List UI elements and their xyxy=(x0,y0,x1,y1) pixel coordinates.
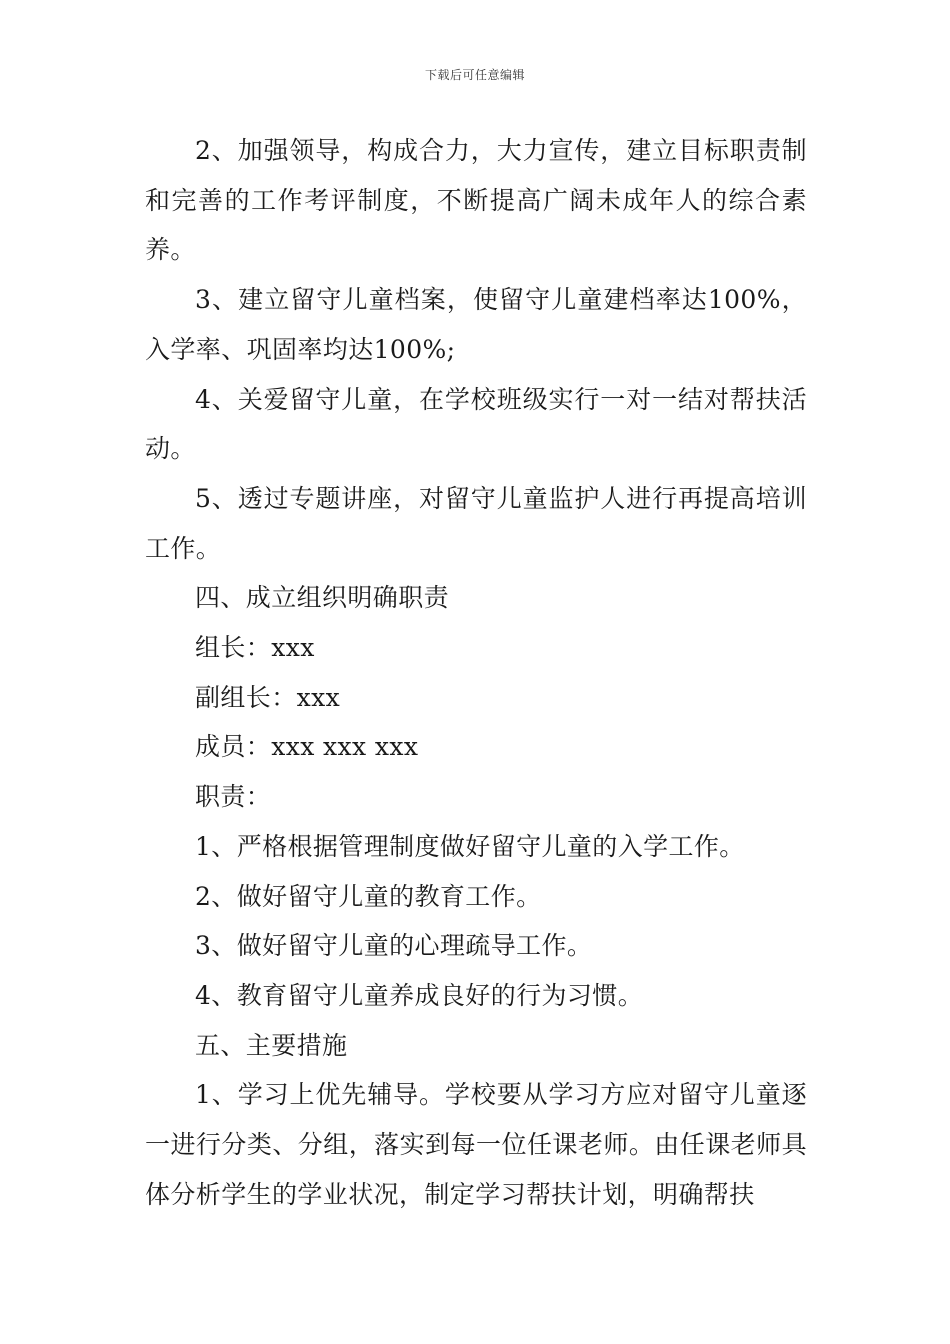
page-header-note: 下载后可任意编辑 xyxy=(424,68,525,82)
paragraph: 职责： xyxy=(195,782,272,812)
document-body xyxy=(145,126,807,1219)
paragraph: 4、教育留守儿童养成良好的行为习惯。 xyxy=(195,980,644,1010)
paragraph: 1、严格根据管理制度做好留守儿童的入学工作。 xyxy=(195,831,745,861)
paragraph: 5、透过专题讲座，对留守儿童监护人进行再提高培训工作。 xyxy=(145,483,807,563)
section-heading: 五、主要措施 xyxy=(195,1030,348,1060)
paragraph: 3、建立留守儿童档案，使留守儿童建档率达100%，入学率、巩固率均达100%; xyxy=(145,285,807,364)
paragraph: 成员：xxx xxx xxx xyxy=(195,732,419,762)
paragraph: 3、做好留守儿童的心理疏导工作。 xyxy=(195,931,593,961)
paragraph: 4、关爱留守儿童，在学校班级实行一对一结对帮扶活动。 xyxy=(145,384,807,464)
paragraph: 2、加强领导，构成合力，大力宣传，建立目标职责制和完善的工作考评制度，不断提高广阔未成年人的综合素养。 xyxy=(145,136,807,265)
paragraph: 副组长：xxx xyxy=(195,682,341,712)
paragraph: 1、学习上优先辅导。学校要从学习方应对留守儿童逐一进行分类、分组，落实到每一位任课老师。由任课老师具体分析学生的学业状况，制定学习帮扶计划，明确帮扶 xyxy=(145,1080,807,1209)
section-heading: 四、成立组织明确职责 xyxy=(195,583,450,613)
paragraph: 组长：xxx xyxy=(195,633,315,663)
paragraph: 2、做好留守儿童的教育工作。 xyxy=(195,881,542,911)
